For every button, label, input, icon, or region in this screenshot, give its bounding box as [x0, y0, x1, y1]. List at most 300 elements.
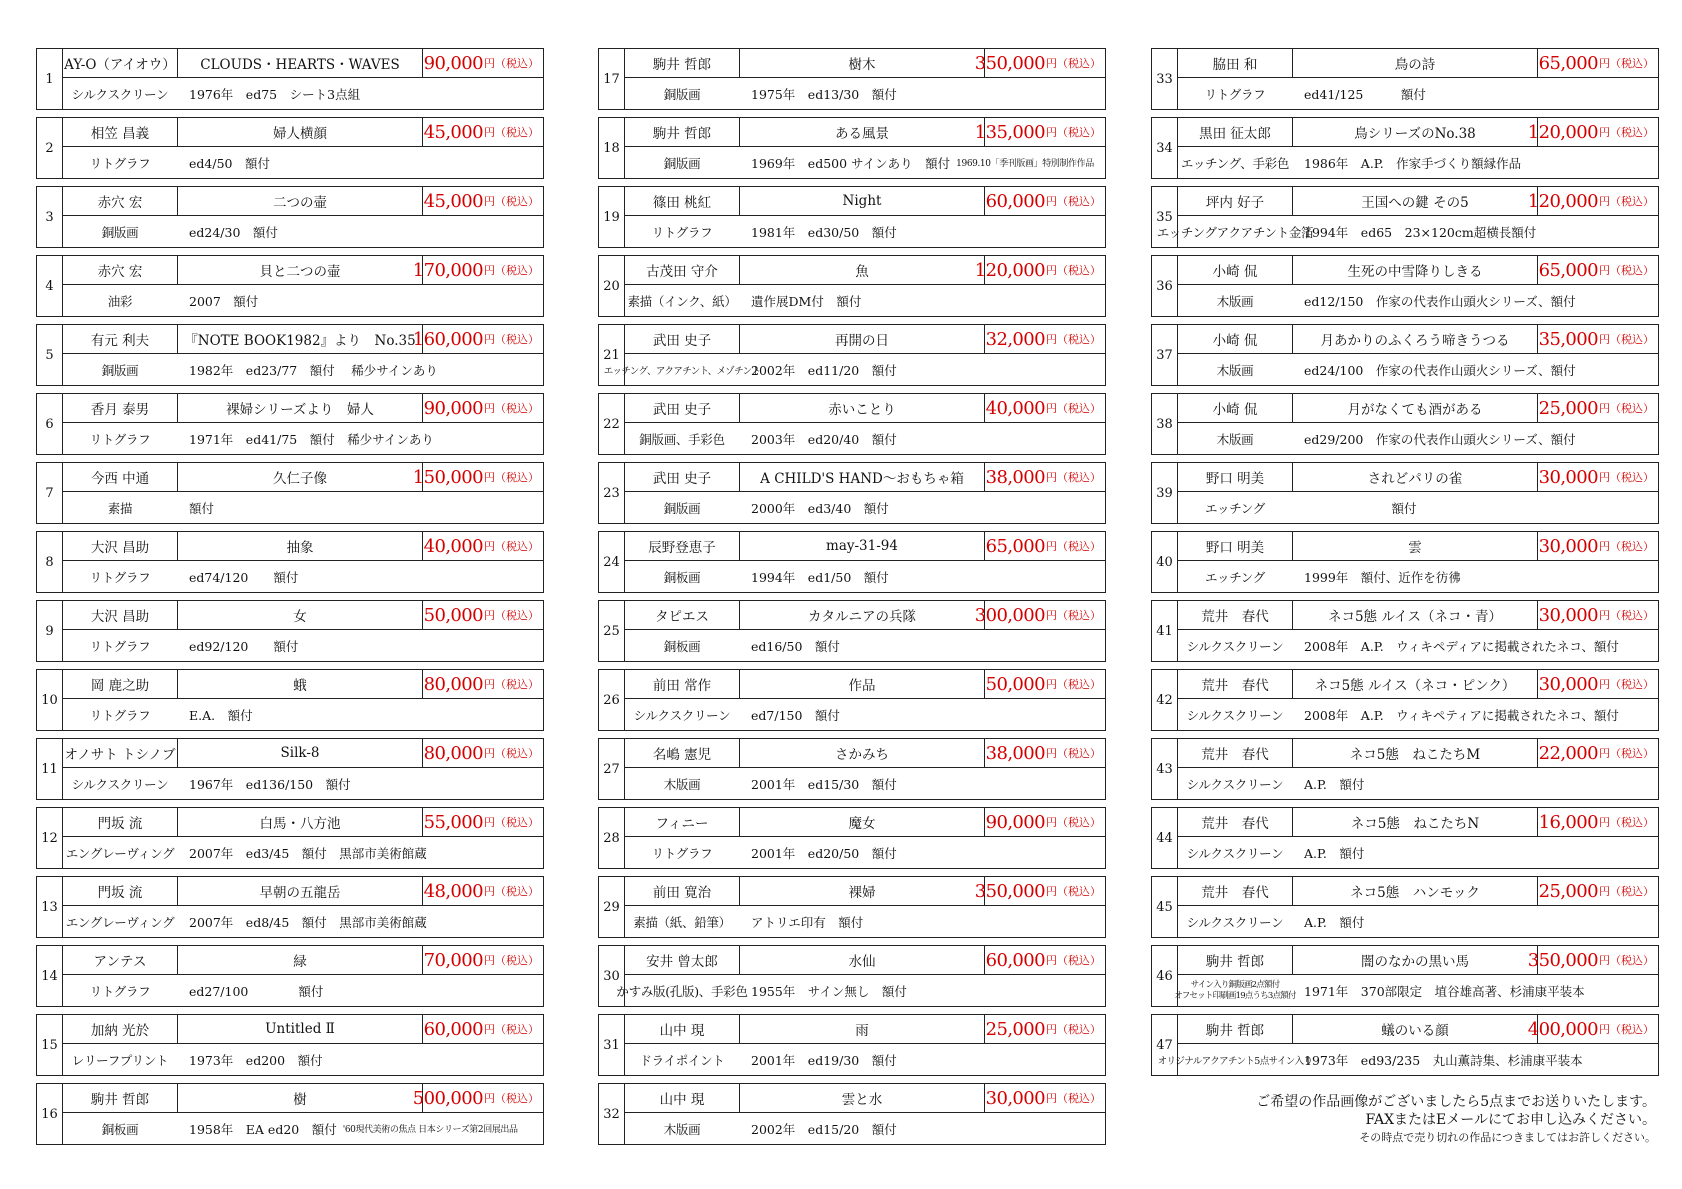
price	[1537, 877, 1658, 905]
details-note: '60現代美術の焦点 日本シリーズ第2回展出品	[342, 1125, 518, 1135]
details-text: 2003年 ed20/40 額付	[751, 431, 897, 447]
details-text: 額付	[189, 500, 215, 516]
entry-row-detail	[625, 285, 1105, 316]
price	[422, 532, 543, 560]
entry-row-main	[1178, 1015, 1658, 1044]
price-amount: 55,000	[423, 811, 483, 833]
details-text: ed24/30 額付	[189, 224, 278, 240]
entry-row-main	[63, 946, 543, 975]
item-number: 28	[599, 808, 625, 868]
edition-details	[1292, 699, 1658, 730]
artwork-entry	[1151, 462, 1659, 524]
medium: リトグラフ	[89, 569, 151, 585]
artwork-title: Untitled Ⅱ	[265, 1021, 335, 1037]
details-text: 1971年 ed41/75 額付 稀少サインあり	[189, 431, 434, 447]
entry-row-detail	[625, 630, 1105, 661]
artwork-title: ネコ5態 ルイス（ネコ・青）	[1327, 609, 1503, 625]
item-number: 21	[599, 325, 625, 385]
artwork-entry	[598, 876, 1106, 938]
artwork-entry	[1151, 531, 1659, 593]
edition-details	[1292, 975, 1658, 1006]
item-number: 19	[599, 187, 625, 247]
medium: 銅版画	[101, 224, 139, 240]
edition-details	[739, 285, 1105, 316]
price-amount: 120,000	[974, 259, 1045, 281]
item-number: 20	[599, 256, 625, 316]
price	[412, 463, 543, 491]
edition-details	[1292, 561, 1658, 592]
item-number: 18	[599, 118, 625, 178]
artwork-title: 雲と水	[841, 1092, 883, 1108]
price-amount: 32,000	[985, 328, 1045, 350]
medium-line-2: オフセット印刷画19点うち3点額付	[1174, 990, 1296, 1001]
artist-name: 黒田 征太郎	[1178, 118, 1293, 146]
tax-label: 円（税込）	[1046, 333, 1101, 346]
entry-row-detail	[1178, 78, 1658, 109]
item-number: 38	[1152, 394, 1178, 454]
artwork-entry	[36, 600, 544, 662]
artwork-title: ネコ5態 ルイス（ネコ・ピンク）	[1314, 678, 1516, 694]
footer-line-3: その時点で売り切れの作品につきましてはお許しください。	[1359, 1131, 1656, 1144]
artist-name: 駒井 哲郎	[1178, 1015, 1293, 1043]
edition-details	[1292, 147, 1658, 178]
price	[984, 532, 1105, 560]
tax-label: 円（税込）	[1046, 540, 1101, 553]
price-amount: 160,000	[412, 328, 483, 350]
artist-name: 名嶋 憲児	[625, 739, 740, 767]
entry-row-detail	[63, 492, 543, 523]
price-amount: 70,000	[423, 949, 483, 971]
artwork-entry	[1151, 1014, 1659, 1076]
tax-label: 円（税込）	[484, 402, 539, 415]
entry-row-main	[1178, 601, 1658, 630]
entry-row-main	[63, 256, 543, 285]
entry-row-main	[63, 325, 543, 354]
footer-line-1: ご希望の作品画像がございましたら5点までお送りいたします。	[1256, 1094, 1656, 1110]
price	[984, 325, 1105, 353]
price-amount: 45,000	[423, 121, 483, 143]
artwork-title: 再開の日	[835, 333, 889, 349]
tax-label: 円（税込）	[484, 264, 539, 277]
entry-row-detail	[63, 837, 543, 868]
entry-body	[1178, 670, 1658, 730]
artwork-title: 蟻のいる顔	[1381, 1023, 1449, 1039]
tax-label: 円（税込）	[1599, 264, 1654, 277]
medium: ドライポイント	[639, 1052, 725, 1068]
tax-label: 円（税込）	[1599, 57, 1654, 70]
artwork-entry	[36, 945, 544, 1007]
details-text: 2000年 ed3/40 額付	[751, 500, 889, 516]
edition-details	[739, 492, 1105, 523]
artist-name: 野口 明美	[1178, 532, 1293, 560]
entry-row-main	[625, 49, 1105, 78]
medium: 木版画	[1216, 293, 1254, 309]
item-number: 42	[1152, 670, 1178, 730]
artist-name: AY-O（アイオウ）	[63, 49, 178, 77]
edition-details	[1292, 492, 1658, 523]
entry-row-detail	[1178, 147, 1658, 178]
price-amount: 80,000	[423, 742, 483, 764]
entry-body	[63, 187, 543, 247]
price-amount: 65,000	[985, 535, 1045, 557]
entry-body	[625, 532, 1105, 592]
medium: 銅板画	[663, 569, 701, 585]
artwork-entry	[1151, 186, 1659, 248]
edition-details	[1292, 1044, 1658, 1075]
edition-details	[739, 768, 1105, 799]
artist-name: 駒井 哲郎	[1178, 946, 1293, 974]
medium: 木版画	[663, 776, 701, 792]
artwork-title: 魔女	[848, 816, 876, 832]
medium: オリジナルアクアチント5点サイン入り	[1157, 1055, 1313, 1067]
edition-details	[1292, 423, 1658, 454]
entry-body	[1178, 532, 1658, 592]
tax-label: 円（税込）	[1599, 402, 1654, 415]
entry-row-detail	[1178, 354, 1658, 385]
entry-body	[63, 601, 543, 661]
artwork-entry	[1151, 48, 1659, 110]
entry-row-main	[625, 256, 1105, 285]
item-number: 9	[37, 601, 63, 661]
tax-label: 円（税込）	[1599, 540, 1654, 553]
price-amount: 65,000	[1538, 52, 1598, 74]
price-amount: 50,000	[985, 673, 1045, 695]
artwork-title: 魚	[855, 264, 869, 280]
price	[422, 187, 543, 215]
price	[1537, 394, 1658, 422]
price	[1537, 325, 1658, 353]
artist-name: 有元 利夫	[63, 325, 178, 353]
entry-row-main	[1178, 49, 1658, 78]
entry-row-main	[63, 49, 543, 78]
entry-row-detail	[63, 1044, 543, 1075]
medium: レリーフプリント	[71, 1052, 169, 1068]
entry-body	[1174, 946, 1658, 1006]
item-number: 12	[37, 808, 63, 868]
medium: エッチングアクアチント金箔	[1156, 224, 1314, 240]
artist-name: 荒井 春代	[1178, 739, 1293, 767]
edition-details	[177, 630, 543, 661]
price	[1537, 256, 1658, 284]
artwork-title: 闇のなかの黒い馬	[1361, 954, 1469, 970]
entry-row-main	[63, 532, 543, 561]
medium: シルクスクリーン	[1186, 638, 1284, 654]
price	[984, 1084, 1105, 1112]
entry-row-detail	[616, 975, 1105, 1006]
edition-details	[177, 78, 543, 109]
edition-details	[739, 837, 1105, 868]
details-text: 2001年 ed15/30 額付	[751, 776, 897, 792]
artist-name: 相笠 昌義	[63, 118, 178, 146]
column-1	[36, 48, 544, 1152]
entry-row-detail	[1174, 975, 1658, 1006]
edition-details	[177, 147, 543, 178]
artist-name: 前田 寛治	[625, 877, 740, 905]
artwork-entry	[598, 48, 1106, 110]
artist-name: 今西 中通	[63, 463, 178, 491]
entry-body	[1178, 49, 1658, 109]
entry-row-main	[1178, 670, 1658, 699]
entry-body	[63, 325, 543, 385]
details-text: 2002年 ed11/20 額付	[751, 362, 897, 378]
medium: 素描（インク、紙）	[627, 293, 737, 309]
medium: リトグラフ	[651, 845, 713, 861]
entry-row-detail	[63, 630, 543, 661]
details-text: 2002年 ed15/20 額付	[751, 1121, 897, 1137]
artist-name: 駒井 哲郎	[625, 49, 740, 77]
details-text: 1976年 ed75 シート3点組	[189, 86, 361, 102]
tax-label: 円（税込）	[484, 885, 539, 898]
price-amount: 50,000	[423, 604, 483, 626]
artist-name: タピエス	[625, 601, 740, 629]
medium: シルクスクリーン	[1186, 776, 1284, 792]
tax-label: 円（税込）	[1599, 333, 1654, 346]
entry-body	[625, 187, 1105, 247]
entry-body	[1178, 256, 1658, 316]
medium-line-1: サイン入り銅版画2点額付	[1190, 979, 1280, 990]
details-text: 2007年 ed3/45 額付 黒部市美術館蔵	[189, 845, 427, 861]
artist-name: 山中 現	[625, 1084, 740, 1112]
artist-name: 山中 現	[625, 1015, 740, 1043]
details-text: 1971年 370部限定 埴谷雄高著、杉浦康平装本	[1304, 983, 1585, 999]
price	[974, 601, 1105, 629]
price	[422, 1015, 543, 1043]
item-number: 7	[37, 463, 63, 523]
entry-body	[625, 394, 1105, 454]
artwork-title: 早朝の五龍岳	[259, 885, 341, 901]
entry-row-main	[625, 1084, 1105, 1113]
tax-label: 円（税込）	[1046, 747, 1101, 760]
price	[1537, 739, 1658, 767]
artist-name: 赤穴 宏	[63, 256, 178, 284]
medium: リトグラフ	[89, 431, 151, 447]
price-amount: 60,000	[985, 949, 1045, 971]
entry-body	[1178, 394, 1658, 454]
artist-name: 門坂 流	[63, 877, 178, 905]
entry-body	[625, 670, 1105, 730]
item-number: 41	[1152, 601, 1178, 661]
edition-details	[739, 216, 1105, 247]
price-amount: 30,000	[1538, 673, 1598, 695]
artwork-title: 『NOTE BOOK1982』より No.35	[184, 333, 416, 349]
artist-name: 武田 史子	[625, 394, 740, 422]
entry-row-detail	[1178, 492, 1658, 523]
artwork-title: 二つの壷	[273, 195, 327, 211]
price-amount: 22,000	[1538, 742, 1598, 764]
artwork-entry	[36, 462, 544, 524]
artwork-entry	[36, 531, 544, 593]
artist-name: 赤穴 宏	[63, 187, 178, 215]
medium: 木版画	[1216, 431, 1254, 447]
entry-row-detail	[625, 1113, 1105, 1144]
price-amount: 25,000	[1538, 880, 1598, 902]
price-amount: 25,000	[1538, 397, 1598, 419]
price	[1537, 49, 1658, 77]
entry-row-main	[1178, 877, 1658, 906]
edition-details	[177, 423, 543, 454]
tax-label: 円（税込）	[484, 540, 539, 553]
entry-body	[63, 808, 543, 868]
artwork-entry	[598, 462, 1106, 524]
details-text: ed12/150 作家の代表作山頭火シリーズ、額付	[1304, 293, 1576, 309]
medium: 木版画	[663, 1121, 701, 1137]
price-amount: 350,000	[974, 880, 1045, 902]
tax-label: 円（税込）	[1599, 678, 1654, 691]
details-text: 1982年 ed23/77 額付 稀少サインあり	[189, 362, 438, 378]
tax-label: 円（税込）	[1046, 402, 1101, 415]
price-amount: 90,000	[985, 811, 1045, 833]
medium: シルクスクリーン	[71, 776, 169, 792]
details-text: 2007年 ed8/45 額付 黒部市美術館蔵	[189, 914, 427, 930]
price	[984, 739, 1105, 767]
artist-name: 香月 泰男	[63, 394, 178, 422]
artist-name: 門坂 流	[63, 808, 178, 836]
entry-body	[1178, 739, 1658, 799]
price-amount: 40,000	[985, 397, 1045, 419]
item-number: 1	[37, 49, 63, 109]
artist-name: 脇田 和	[1178, 49, 1293, 77]
artwork-title: 王国への鍵 その5	[1361, 195, 1469, 211]
price-amount: 40,000	[423, 535, 483, 557]
details-text: ed41/125 額付	[1304, 86, 1426, 102]
artwork-entry	[36, 876, 544, 938]
details-text: ed16/50 額付	[751, 638, 840, 654]
edition-details	[177, 1113, 543, 1144]
entry-row-detail	[625, 216, 1105, 247]
item-number: 11	[37, 739, 63, 799]
artwork-title: 水仙	[848, 954, 876, 970]
artist-name: 前田 常作	[625, 670, 740, 698]
entry-body	[63, 49, 543, 109]
item-number: 40	[1152, 532, 1178, 592]
artwork-entry	[1151, 255, 1659, 317]
details-text: 1955年 サイン無し 額付	[751, 983, 907, 999]
artwork-entry	[36, 48, 544, 110]
edition-details	[177, 1044, 543, 1075]
artwork-entry	[598, 186, 1106, 248]
price	[412, 325, 543, 353]
entry-row-main	[625, 601, 1105, 630]
medium	[1174, 975, 1296, 1006]
artist-name: 大沢 昌助	[63, 601, 178, 629]
price	[1527, 946, 1658, 974]
medium: シルクスクリーン	[633, 707, 731, 723]
entry-body	[625, 1015, 1105, 1075]
artwork-title: 女	[293, 609, 307, 625]
entry-body	[625, 256, 1105, 316]
entry-row-detail	[625, 768, 1105, 799]
entry-row-main	[625, 463, 1105, 492]
item-number: 36	[1152, 256, 1178, 316]
price-amount: 350,000	[974, 52, 1045, 74]
medium: 銅板画	[101, 1121, 139, 1137]
entry-row-main	[63, 118, 543, 147]
item-number: 45	[1152, 877, 1178, 937]
medium: かすみ版(孔版)、手彩色	[616, 983, 748, 999]
price	[984, 187, 1105, 215]
details-text: 1994年 ed65 23×120cm超横長額付	[1304, 224, 1537, 240]
artwork-entry	[1151, 393, 1659, 455]
entry-row-main	[625, 394, 1105, 423]
entry-row-main	[1178, 394, 1658, 423]
artwork-entry	[598, 738, 1106, 800]
price	[984, 808, 1105, 836]
edition-details	[177, 837, 543, 868]
tax-label: 円（税込）	[484, 747, 539, 760]
price-amount: 65,000	[1538, 259, 1598, 281]
artwork-entry	[598, 945, 1106, 1007]
price	[422, 49, 543, 77]
artwork-entry	[36, 393, 544, 455]
medium: 銅版画	[663, 155, 701, 171]
artwork-entry	[598, 393, 1106, 455]
entry-row-detail	[625, 78, 1105, 109]
entry-row-main	[1178, 532, 1658, 561]
artwork-title: 鳥シリーズのNo.38	[1354, 126, 1476, 142]
tax-label: 円（税込）	[484, 1023, 539, 1036]
entry-row-detail	[63, 216, 543, 247]
entry-row-main	[625, 187, 1105, 216]
item-number: 14	[37, 946, 63, 1006]
edition-details	[739, 354, 1105, 385]
price-amount: 25,000	[985, 1018, 1045, 1040]
artwork-title: 抽象	[286, 540, 314, 556]
entry-row-detail	[63, 147, 543, 178]
artwork-entry	[36, 669, 544, 731]
edition-details	[739, 1044, 1105, 1075]
tax-label: 円（税込）	[1046, 195, 1101, 208]
artwork-entry	[598, 1014, 1106, 1076]
entry-row-detail	[1178, 906, 1658, 937]
details-text: 2008年 A.P. ウィキペディアに掲載されたネコ、額付	[1304, 638, 1619, 654]
artwork-entry	[598, 600, 1106, 662]
price	[974, 49, 1105, 77]
artist-name: 小崎 侃	[1178, 394, 1293, 422]
artwork-title: 貝と二つの壷	[259, 264, 341, 280]
edition-details	[739, 906, 1105, 937]
entry-row-main	[1178, 187, 1658, 216]
entry-row-main	[625, 877, 1105, 906]
tax-label: 円（税込）	[1599, 954, 1654, 967]
artwork-title: 月あかりのふくろう啼きうつる	[1320, 333, 1510, 349]
edition-details	[1292, 78, 1658, 109]
price-amount: 30,000	[985, 1087, 1045, 1109]
price	[422, 118, 543, 146]
entry-body	[63, 463, 543, 523]
item-number: 46	[1152, 946, 1178, 1006]
entry-row-main	[625, 325, 1105, 354]
item-number: 23	[599, 463, 625, 523]
footer-line-2: FAXまたはEメールにてお申し込みください。	[1365, 1112, 1656, 1128]
price	[422, 808, 543, 836]
price-amount: 400,000	[1527, 1018, 1598, 1040]
medium: エングレーヴィング	[65, 914, 175, 930]
artwork-title: Night	[842, 193, 882, 209]
artist-name: 駒井 哲郎	[625, 118, 740, 146]
entry-body	[1178, 877, 1658, 937]
edition-details	[1292, 837, 1658, 868]
price-amount: 170,000	[412, 259, 483, 281]
medium: 銅版画	[101, 362, 139, 378]
tax-label: 円（税込）	[484, 195, 539, 208]
details-text: 2001年 ed19/30 額付	[751, 1052, 897, 1068]
price	[422, 877, 543, 905]
artwork-entry	[36, 324, 544, 386]
tax-label: 円（税込）	[1599, 126, 1654, 139]
artist-name: 荒井 春代	[1178, 601, 1293, 629]
tax-label: 円（税込）	[484, 609, 539, 622]
entry-row-detail	[63, 561, 543, 592]
